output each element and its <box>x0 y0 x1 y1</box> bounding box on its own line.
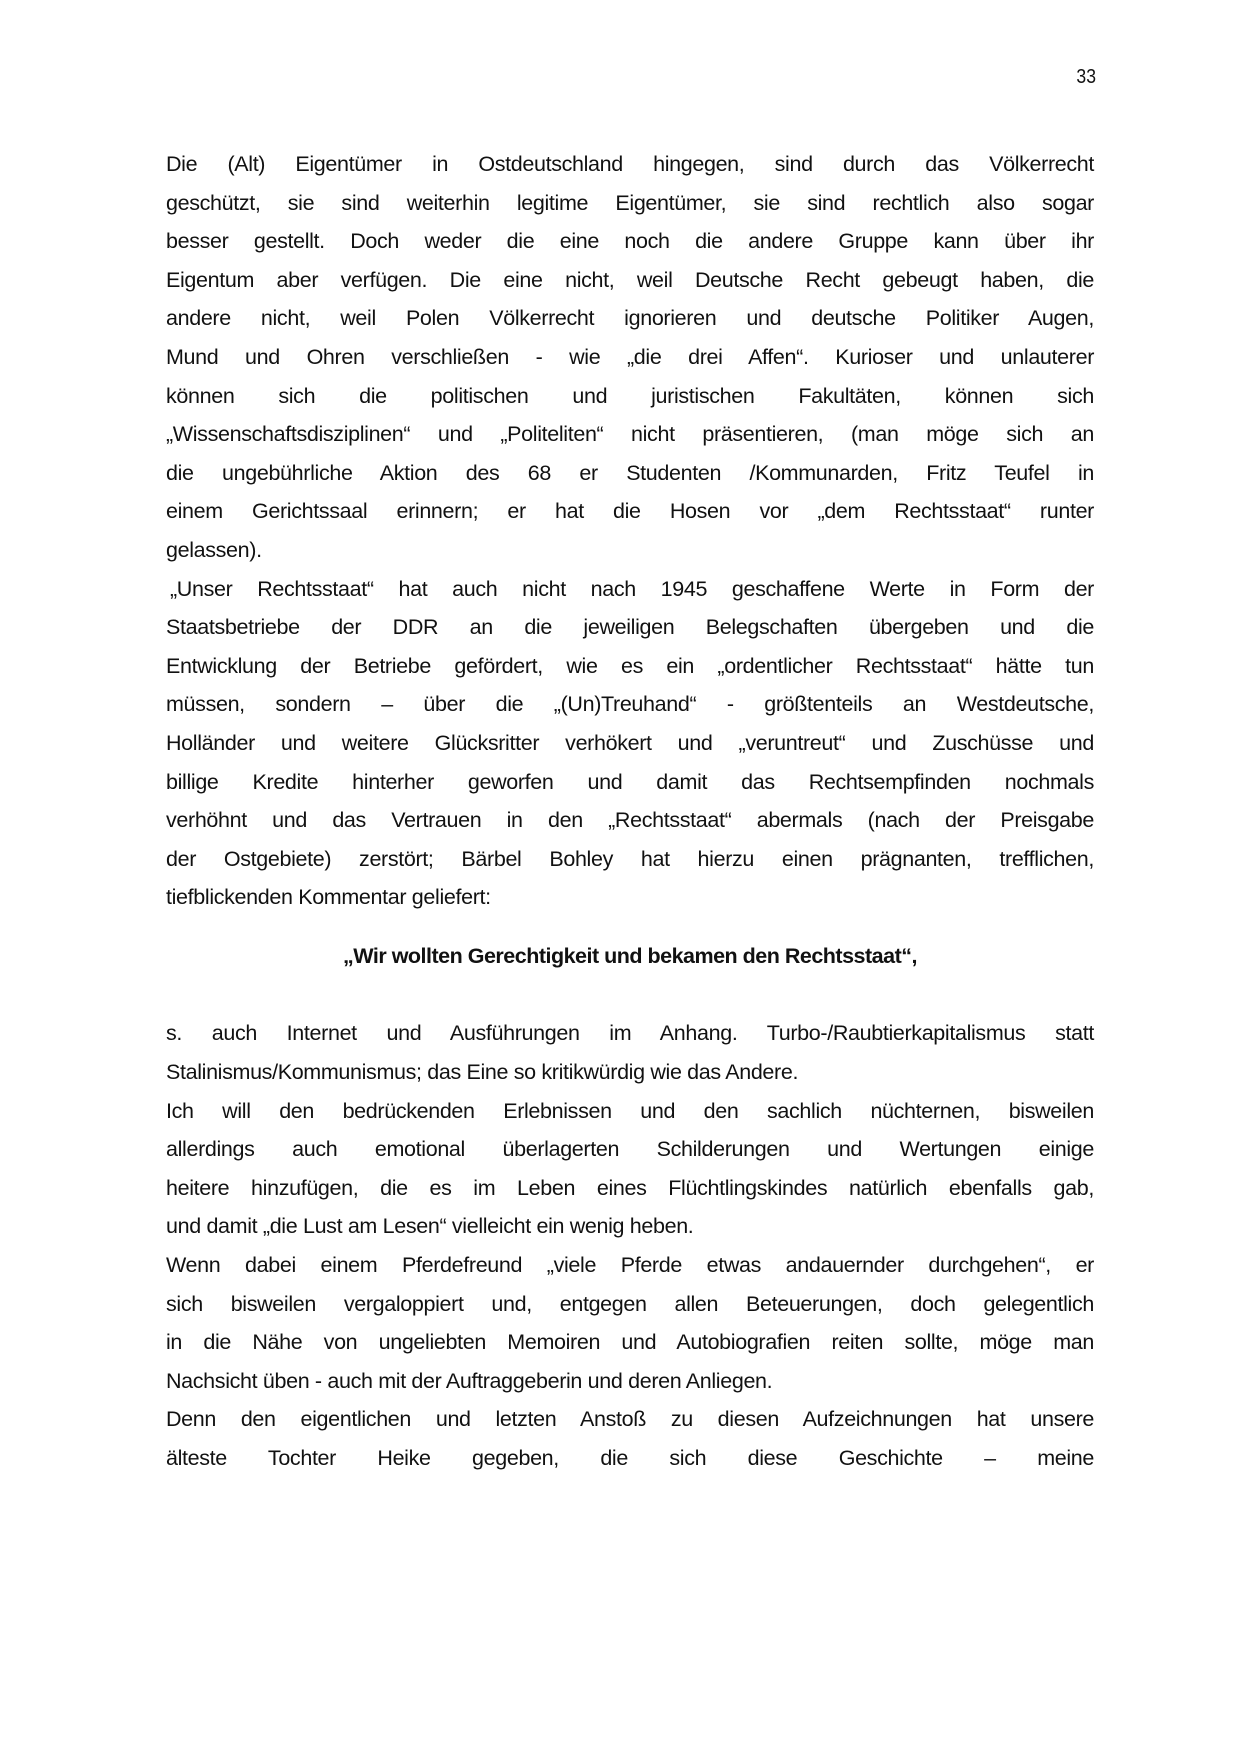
text-line: verhöhnt und das Vertrauen in den „Rechtsstaat“ abermals (nach der Preisgabe <box>166 808 1094 833</box>
text-line: einem Gerichtssaal erinnern; er hat die Hosen vor „dem Rechtsstaat“ runter <box>166 499 1094 524</box>
text-line: sich bisweilen vergaloppiert und, entgegen allen Beteuerungen, doch gelegentlich <box>166 1291 1094 1316</box>
text-line: der Ostgebiete) zerstört; Bärbel Bohley hat hierzu einen prägnanten, trefflichen, <box>166 846 1094 871</box>
text-line: Staatsbetriebe der DDR an die jeweiligen Belegschaften übergeben und die <box>166 615 1094 640</box>
paragraph-cheerful-additions <box>166 1092 1094 1246</box>
text-line: s. auch Internet und Ausführungen im Anhang. Turbo-/Raubtierkapitalismus statt <box>166 1021 1094 1046</box>
text-line: die ungebührliche Aktion des 68 er Studenten /Kommunarden, Fritz Teufel in <box>166 460 1094 485</box>
text-line: andere nicht, weil Polen Völkerrecht ignorieren und deutsche Politiker Augen, <box>166 306 1094 331</box>
page-number: 33 <box>1076 66 1096 88</box>
text-line: müssen, sondern – über die „(Un)Treuhand“ - größtenteils an Westdeutsche, <box>166 692 1094 717</box>
paragraph-daughter <box>166 1400 1094 1477</box>
text-line: Ich will den bedrückenden Erlebnissen und den sachlich nüchternen, bisweilen <box>166 1098 1094 1123</box>
text-line: Holländer und weitere Glücksritter verhökert und „veruntreut“ und Zuschüsse und <box>166 730 1094 755</box>
text-line: Mund und Ohren verschließen - wie „die drei Affen“. Kurioser und unlauterer <box>166 344 1094 369</box>
spacer <box>166 975 1094 1014</box>
text-line: tiefblickenden Kommentar geliefert: <box>166 885 491 910</box>
paragraph-see-also <box>166 1014 1094 1091</box>
text-line: Wenn dabei einem Pferdefreund „viele Pferde etwas andauernder durchgehen“, er <box>166 1253 1094 1278</box>
text-line: und damit „die Lust am Lesen“ vielleicht ein wenig heben. <box>166 1214 694 1239</box>
text-line: in die Nähe von ungeliebten Memoiren und Autobiografien reiten sollte, möge man <box>166 1330 1094 1355</box>
paragraph-rechtsstaat <box>166 570 1094 917</box>
text-line: Stalinismus/Kommunismus; das Eine so kritikwürdig wie das Andere. <box>166 1060 799 1085</box>
text-line: Eigentum aber verfügen. Die eine nicht, weil Deutsche Recht gebeugt haben, die <box>166 267 1094 292</box>
paragraph-property-owners <box>166 145 1094 570</box>
block-quote: „Wir wollten Gerechtigkeit und bekamen den Rechtsstaat“, <box>343 943 917 968</box>
text-line: können sich die politischen und juristischen Fakultäten, können sich <box>166 383 1094 408</box>
text-line: geschützt, sie sind weiterhin legitime Eigentümer, sie sind rechtlich also sogar <box>166 190 1094 215</box>
text-line: allerdings auch emotional überlagerten Schilderungen und Wertungen einige <box>166 1137 1094 1162</box>
text-line: Nachsicht üben - auch mit der Auftraggeberin und deren Anliegen. <box>166 1368 773 1393</box>
text-line: heitere hinzufügen, die es im Leben eines Flüchtlingskindes natürlich ebenfalls gab, <box>166 1175 1094 1200</box>
text-line: Denn den eigentlichen und letzten Anstoß zu diesen Aufzeichnungen hat unsere <box>166 1407 1094 1432</box>
paragraph-horse-friend <box>166 1246 1094 1400</box>
text-line: gelassen). <box>166 537 262 562</box>
text-line: Die (Alt) Eigentümer in Ostdeutschland hingegen, sind durch das Völkerrecht <box>166 152 1094 176</box>
text-line: billige Kredite hinterher geworfen und damit das Rechtsempfinden nochmals <box>166 769 1094 794</box>
spacer <box>166 917 1094 937</box>
document-body <box>166 145 1094 1478</box>
text-line: Entwicklung der Betriebe gefördert, wie es ein „ordentlicher Rechtsstaat“ hätte tun <box>166 653 1094 678</box>
text-line: „Wissenschaftsdisziplinen“ und „Politeliten“ nicht präsentieren, (man möge sich an <box>166 422 1094 447</box>
text-line: „Unser Rechtsstaat“ hat auch nicht nach 1945 geschaffene Werte in Form der <box>170 576 1094 601</box>
text-line: besser gestellt. Doch weder die eine noch die andere Gruppe kann über ihr <box>166 229 1094 254</box>
text-line: älteste Tochter Heike gegeben, die sich diese Geschichte – meine <box>166 1446 1094 1470</box>
